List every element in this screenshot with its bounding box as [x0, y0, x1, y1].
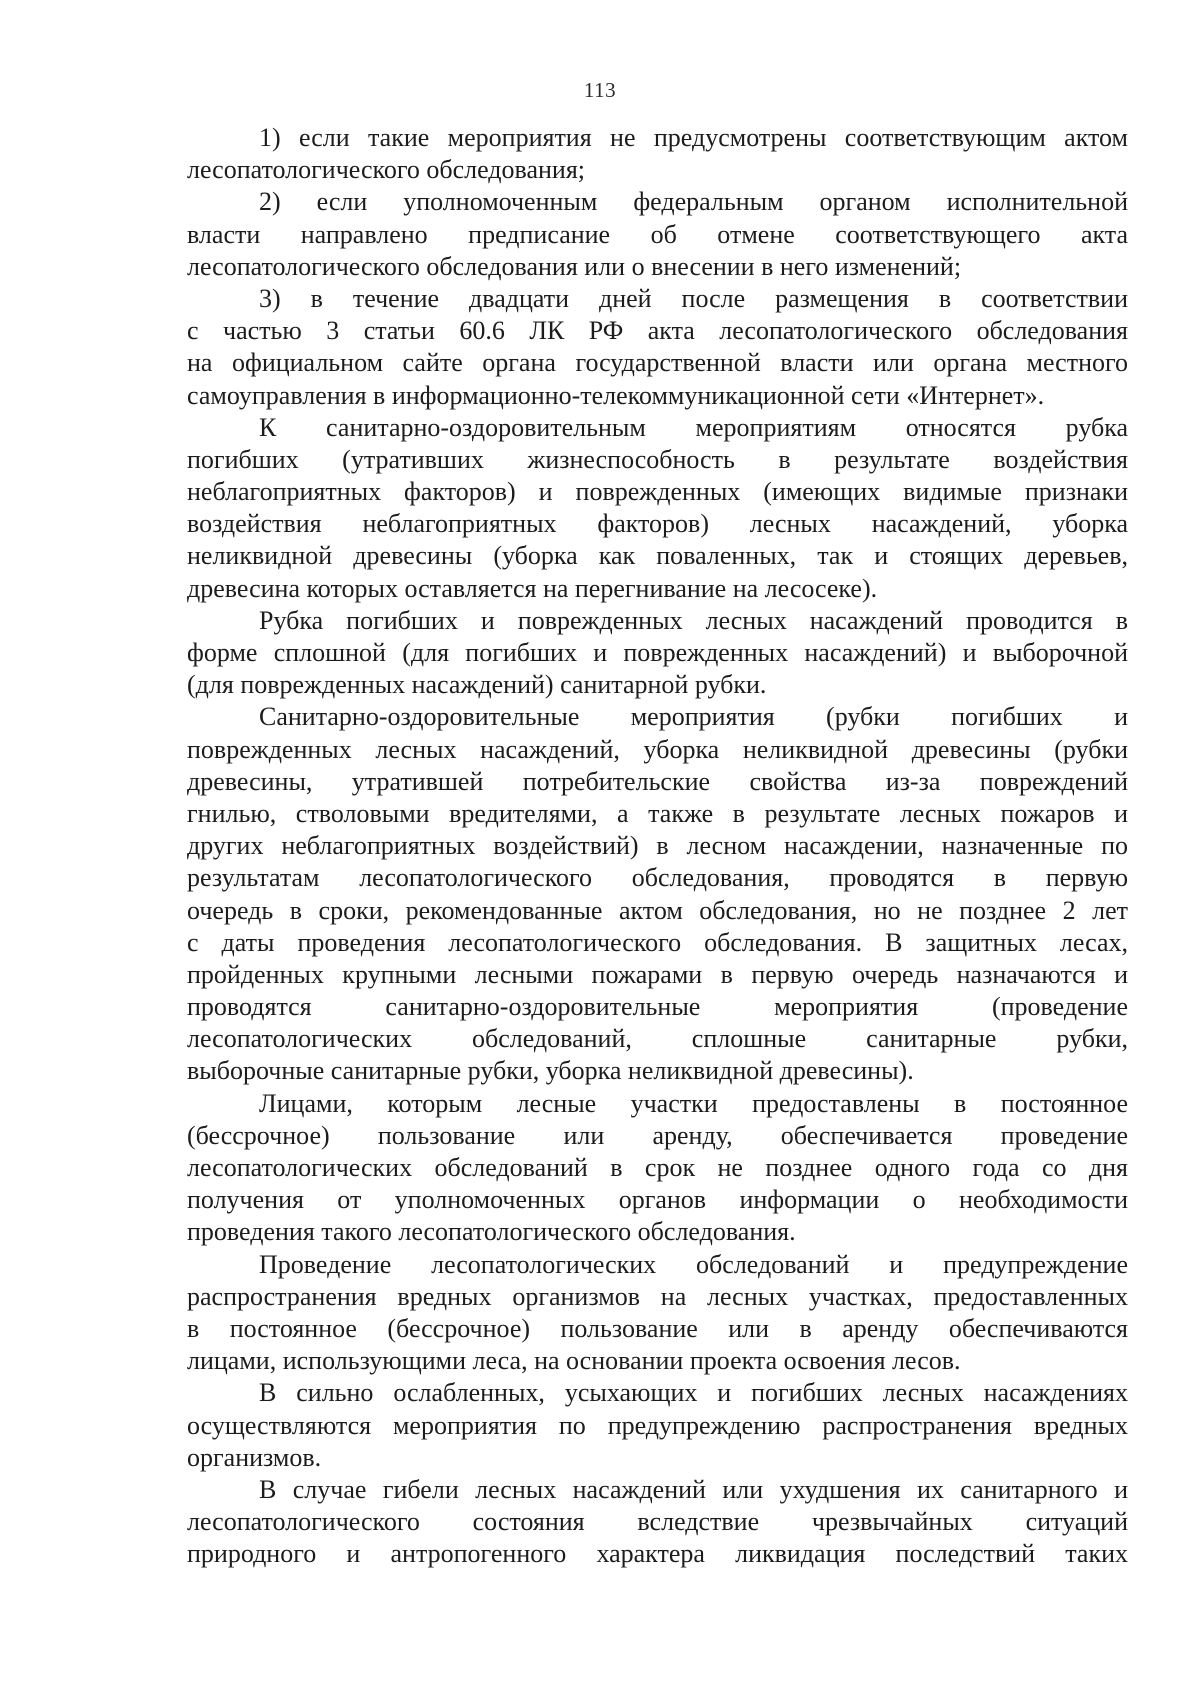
text-line: поврежденных лесных насаждений, уборка неликвидной древесины (рубки — [187, 734, 1128, 764]
text-line: природного и антропогенного характера ликвидация последствий таких — [187, 1539, 1128, 1569]
text-line: с даты проведения лесопатологического обследования. В защитных лесах, — [187, 927, 1128, 957]
text-line: 1) если такие мероприятия не предусмотрены соответствующим актом — [259, 123, 1128, 152]
page-number: 113 — [583, 78, 617, 102]
text-line: власти направлено предписание об отмене соответствующего акта — [187, 219, 1128, 249]
text-line: древесины, утратившей потребительские свойства из-за повреждений — [187, 766, 1128, 796]
text-line: очередь в сроки, рекомендованные актом обследования, но не позднее 2 лет — [187, 895, 1128, 925]
text-line: форме сплошной (для погибших и поврежденных насаждений) и выборочной — [187, 638, 1128, 667]
text-line: выборочные санитарные рубки, уборка неликвидной древесины). — [187, 1056, 914, 1086]
text-line: проведения такого лесопатологического обследования. — [187, 1217, 796, 1247]
text-line: лесопатологических обследований в срок не позднее одного года со дня — [187, 1153, 1128, 1182]
text-line: лицами, использующими леса, на основании проекта освоения лесов. — [187, 1346, 961, 1376]
text-line: в постоянное (бессрочное) пользование или в аренду обеспечиваются — [187, 1313, 1128, 1343]
text-line: неликвидной древесины (уборка как поваленных, так и стоящих деревьев, — [187, 541, 1128, 571]
text-line: К санитарно-оздоровительным мероприятиям относятся рубка — [259, 412, 1128, 442]
body-text — [187, 122, 1128, 1570]
text-line: 2) если уполномоченным федеральным органом исполнительной — [259, 187, 1128, 217]
text-line: погибших (утративших жизнеспособность в результате воздействия — [187, 444, 1128, 474]
text-line: на официальном сайте органа государственной власти или органа местного — [187, 348, 1128, 378]
text-line: лесопатологического обследования или о внесении в него изменений; — [187, 251, 962, 281]
text-line: лесопатологического состояния вследствие чрезвычайных ситуаций — [187, 1507, 1128, 1537]
text-line: пройденных крупными лесными пожарами в первую очередь назначаются и — [187, 959, 1128, 989]
text-line: распространения вредных организмов на лесных участках, предоставленных — [187, 1281, 1128, 1311]
text-line: Проведение лесопатологических обследований и предупреждение — [259, 1249, 1128, 1279]
text-line: воздействия неблагоприятных факторов) лесных насаждений, уборка — [187, 509, 1128, 539]
text-line: осуществляются мероприятия по предупреждению распространения вредных — [187, 1410, 1128, 1440]
text-line: древесина которых оставляется на перегнивание на лесосеке). — [187, 573, 878, 603]
text-line: (для поврежденных насаждений) санитарной рубки. — [187, 670, 767, 700]
text-line: получения от уполномоченных органов информации о необходимости — [187, 1185, 1128, 1215]
text-line: В случае гибели лесных насаждений или ухудшения их санитарного и — [259, 1474, 1128, 1504]
text-line: гнилью, стволовыми вредителями, а также в результате лесных пожаров и — [187, 798, 1128, 828]
text-line: результатам лесопатологического обследования, проводятся в первую — [187, 863, 1128, 893]
text-line: Санитарно-оздоровительные мероприятия (рубки погибших и — [259, 702, 1128, 732]
text-line: самоуправления в информационно-телекоммуникационной сети «Интернет». — [187, 380, 1045, 410]
text-line: 3) в течение двадцати дней после размещения в соответствии — [259, 283, 1128, 313]
text-line: лесопатологического обследования; — [187, 155, 585, 185]
text-line: других неблагоприятных воздействий) в лесном насаждении, назначенные по — [187, 831, 1128, 861]
text-line: с частью 3 статьи 60.6 ЛК РФ акта лесопатологического обследования — [187, 316, 1128, 346]
text-line: лесопатологических обследований, сплошные санитарные рубки, — [187, 1024, 1128, 1054]
text-line: (бессрочное) пользование или аренду, обеспечивается проведение — [187, 1120, 1128, 1150]
text-line: Лицами, которым лесные участки предоставлены в постоянное — [259, 1088, 1128, 1118]
text-line: Рубка погибших и поврежденных лесных насаждений проводится в — [259, 605, 1128, 635]
text-line: проводятся санитарно-оздоровительные мероприятия (проведение — [187, 992, 1128, 1022]
text-line: В сильно ослабленных, усыхающих и погибших лесных насаждениях — [259, 1378, 1128, 1408]
text-line: организмов. — [187, 1442, 322, 1472]
text-line: неблагоприятных факторов) и поврежденных (имеющих видимые признаки — [187, 477, 1128, 507]
